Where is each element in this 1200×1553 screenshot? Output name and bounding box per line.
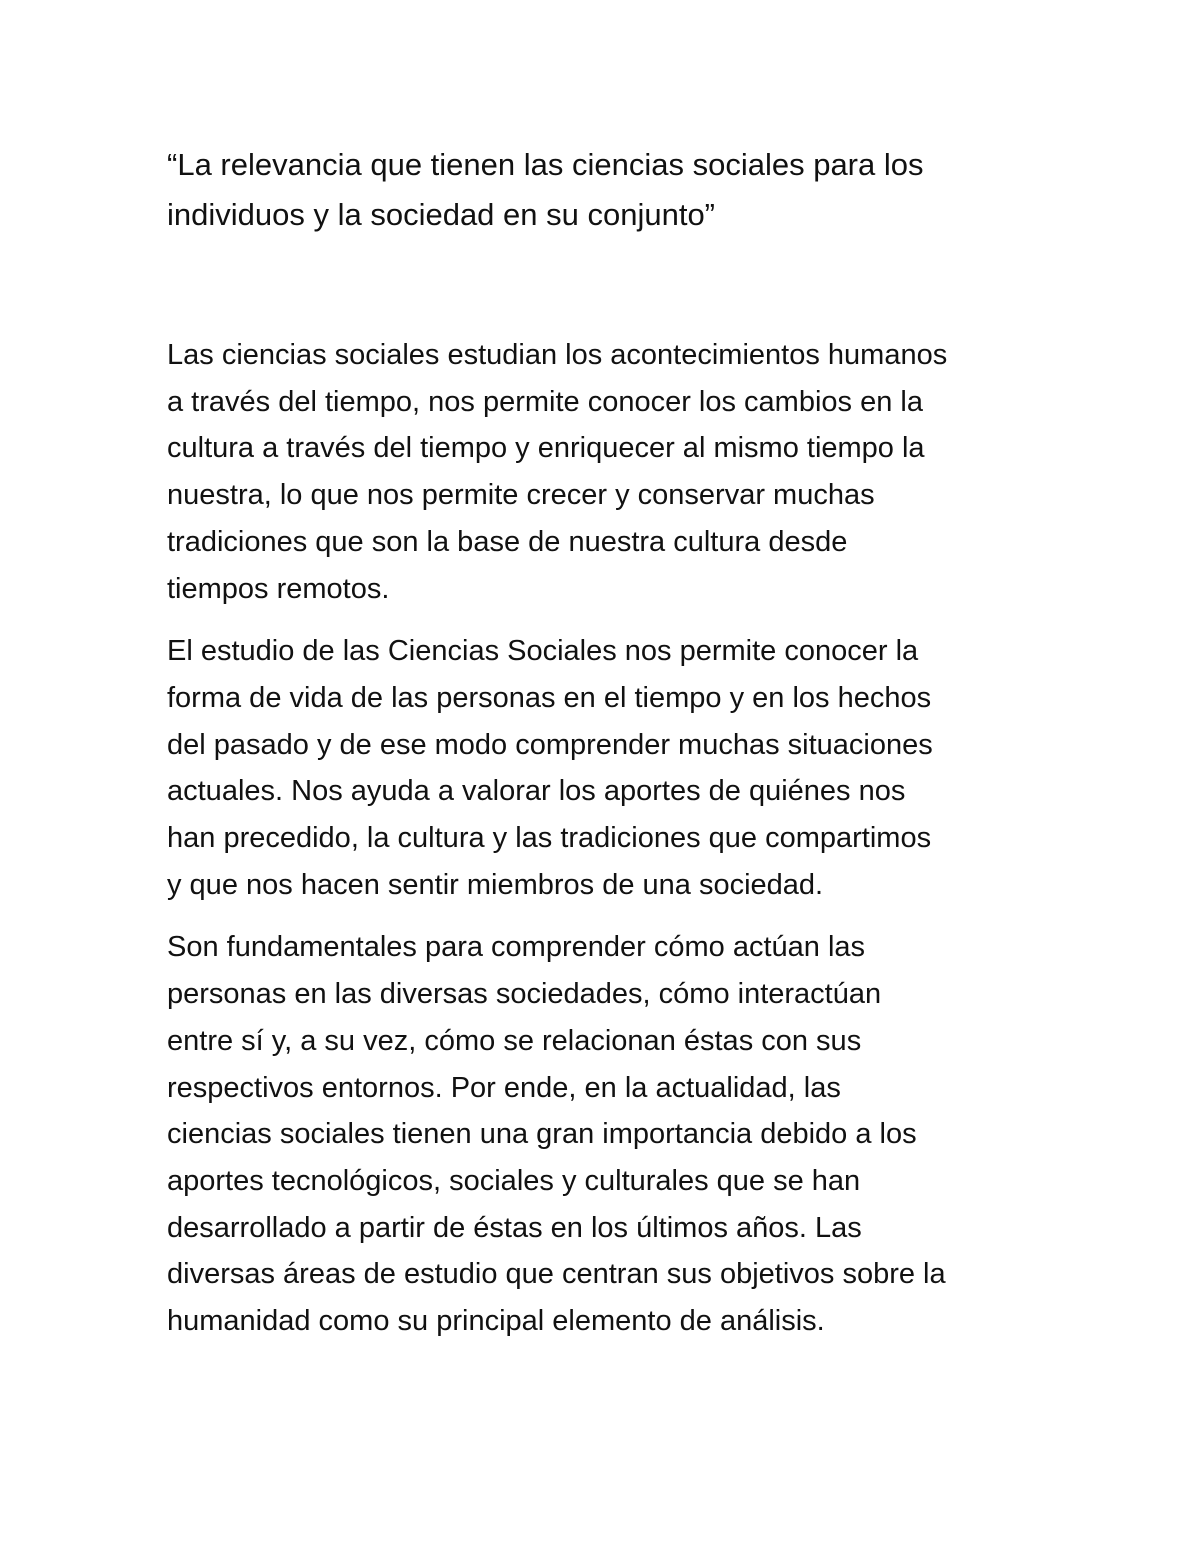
text-line: y que nos hacen sentir miembros de una sociedad.: [167, 868, 824, 901]
text-line: forma de vida de las personas en el tiempo y en los hechos: [167, 681, 932, 714]
text-line: actuales. Nos ayuda a valorar los aportes de quiénes nos: [167, 775, 906, 808]
text-line: Las ciencias sociales estudian los acontecimientos humanos: [167, 339, 948, 371]
text-line: humanidad como su principal elemento de análisis.: [167, 1305, 825, 1338]
text-line: nuestra, lo que nos permite crecer y conservar muchas: [167, 479, 875, 512]
text-line: cultura a través del tiempo y enriquecer al mismo tiempo la: [167, 432, 925, 465]
text-line: a través del tiempo, nos permite conocer los cambios en la: [167, 385, 923, 418]
title-line: “La relevancia que tienen las ciencias sociales para los: [167, 147, 924, 182]
document-title: [167, 140, 1047, 240]
text-line: aportes tecnológicos, sociales y culturales que se han: [167, 1164, 861, 1197]
document-content: [167, 140, 1047, 1361]
text-line: del pasado y de ese modo comprender muchas situaciones: [167, 728, 933, 761]
text-line: ciencias sociales tienen una gran importancia debido a los: [167, 1118, 917, 1151]
paragraph-3: [167, 924, 1047, 1344]
text-line: tradiciones que son la base de nuestra cultura desde: [167, 525, 848, 558]
paragraph-2: [167, 628, 1047, 908]
text-line: diversas áreas de estudio que centran sus objetivos sobre la: [167, 1258, 946, 1291]
text-line: El estudio de las Ciencias Sociales nos permite conocer la: [167, 635, 919, 668]
text-line: Son fundamentales para comprender cómo actúan las: [167, 931, 866, 964]
text-line: personas en las diversas sociedades, cómo interactúan: [167, 978, 882, 1011]
paragraph-1: [167, 332, 1047, 612]
text-line: respectivos entornos. Por ende, en la actualidad, las: [167, 1071, 841, 1104]
text-line: entre sí y, a su vez, cómo se relacionan éstas con sus: [167, 1024, 862, 1057]
title-line: individuos y la sociedad en su conjunto”: [167, 197, 716, 232]
text-line: tiempos remotos.: [167, 572, 390, 605]
text-line: desarrollado a partir de éstas en los últimos años. Las: [167, 1211, 862, 1244]
text-line: han precedido, la cultura y las tradiciones que compartimos: [167, 822, 932, 855]
